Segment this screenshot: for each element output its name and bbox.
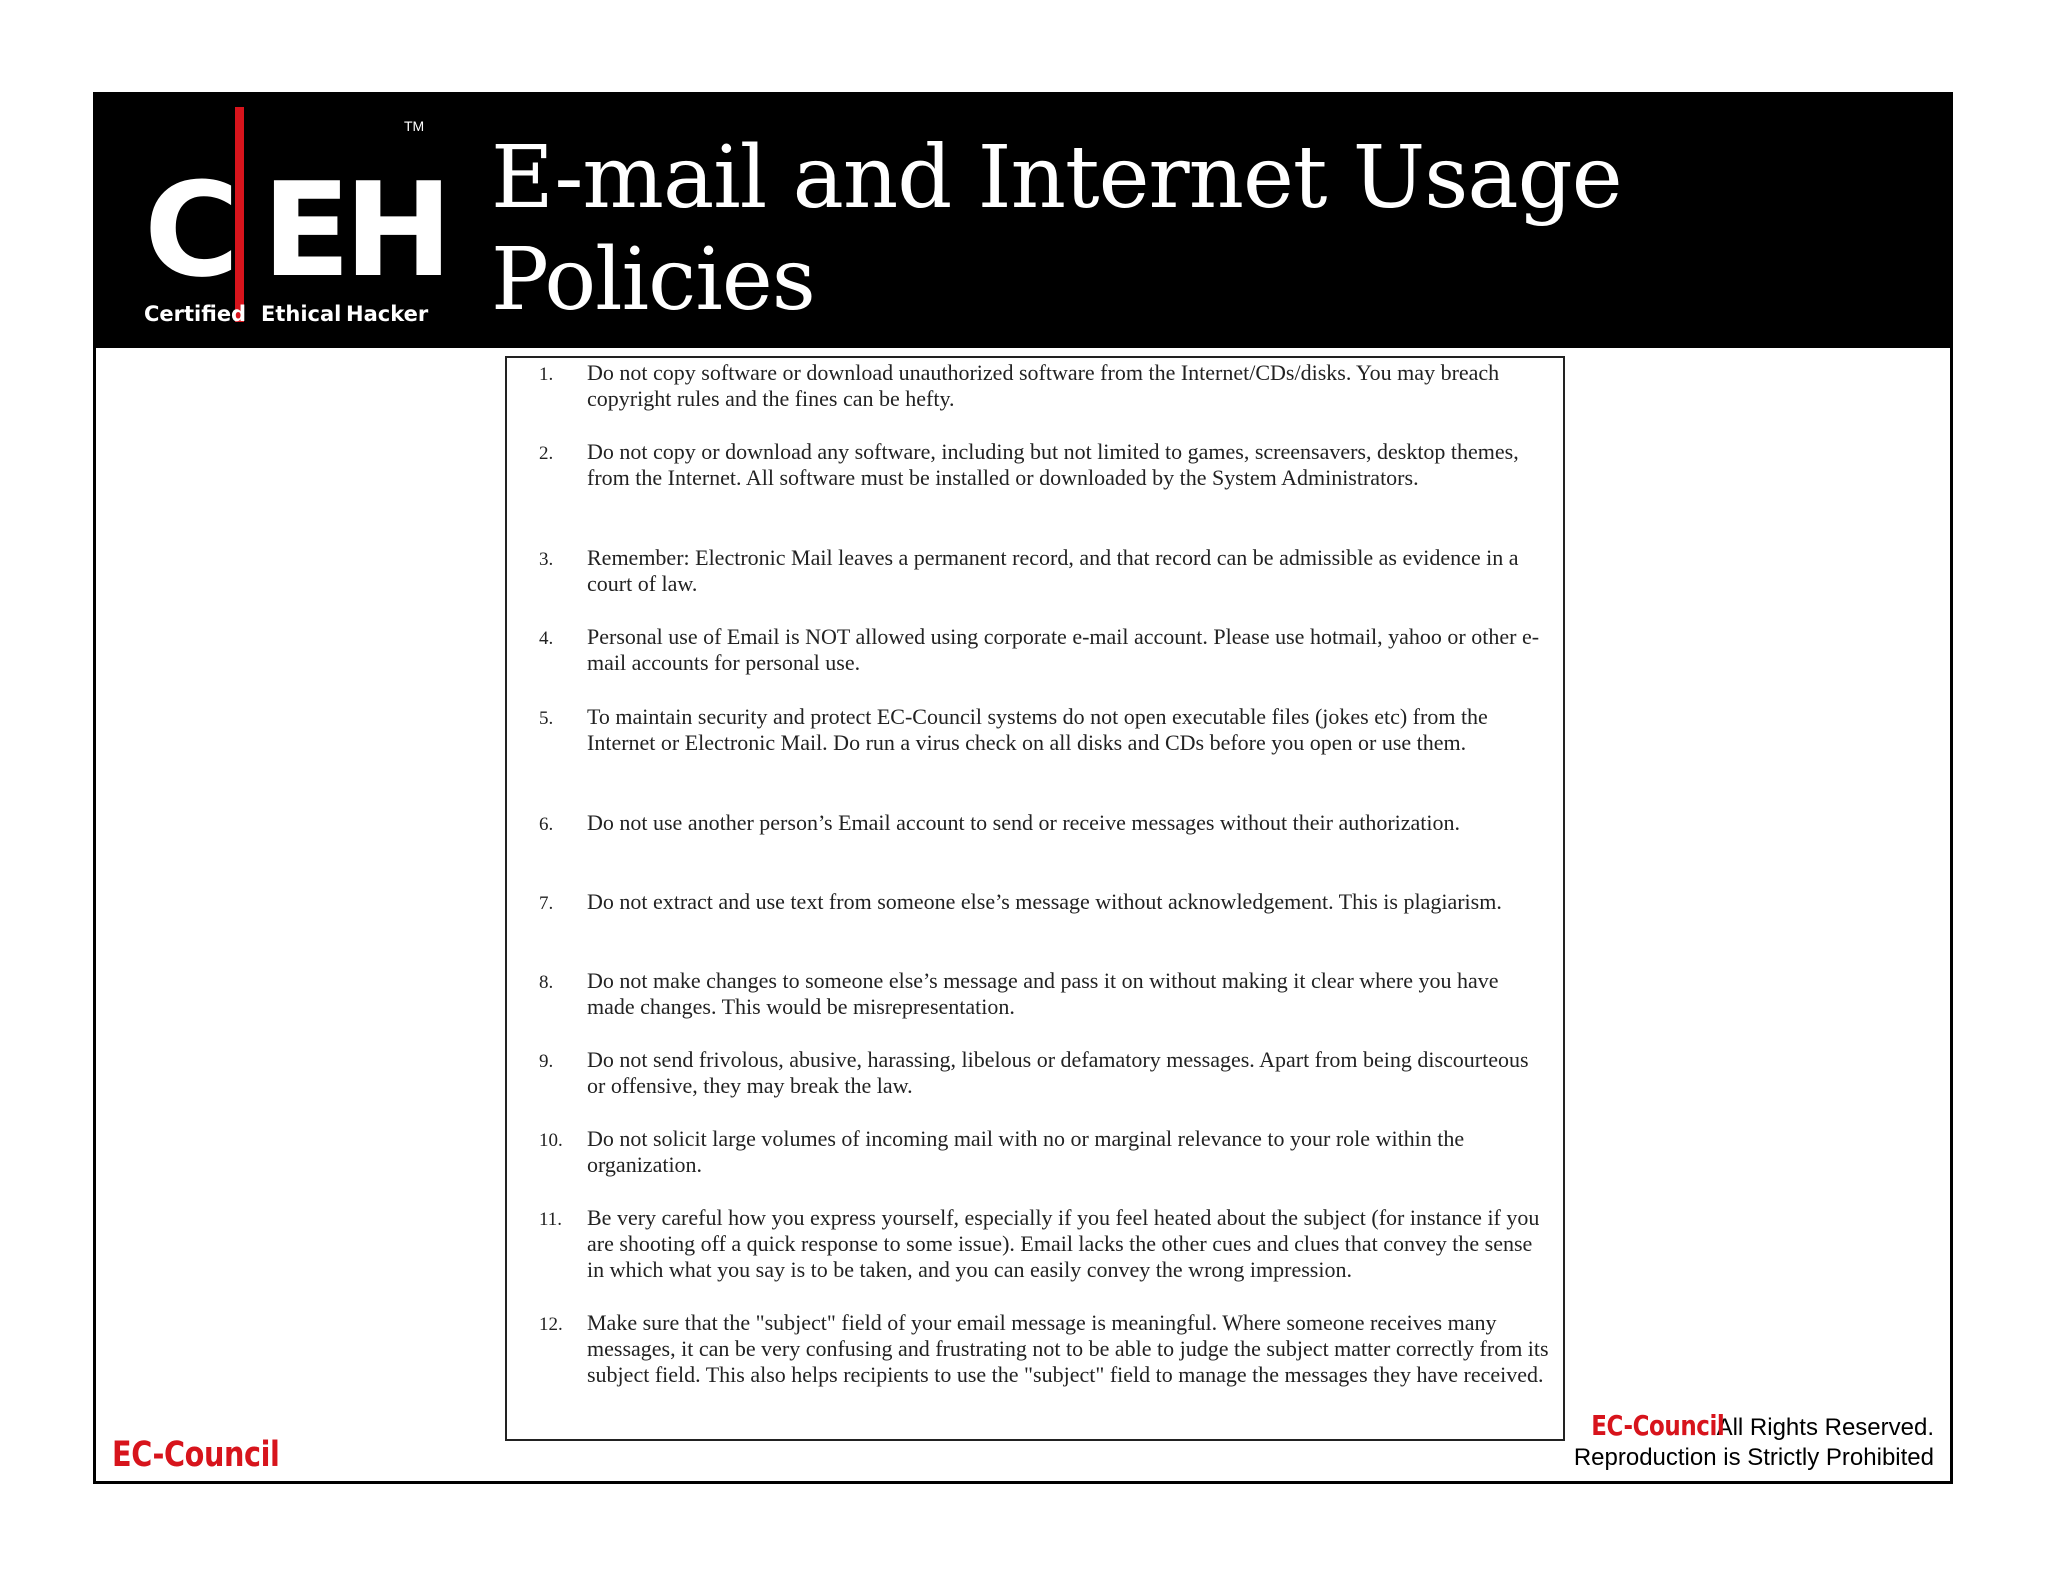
policy-item <box>539 1126 1549 1178</box>
logo-letter-c: C <box>144 154 240 306</box>
policy-item <box>539 704 1549 756</box>
policy-item-number: 7. <box>539 893 554 914</box>
policy-item <box>539 889 1549 915</box>
policy-item-text: Do not copy or download any software, including but not limited to games, screensavers, desktop themes, from the Internet. All software must be installed or downloaded by the System Administrators. <box>587 439 1519 490</box>
logo-word-ethical: Ethical <box>261 302 342 326</box>
policy-item <box>539 545 1549 597</box>
policy-item-number: 4. <box>539 628 554 649</box>
logo-letter-e: E <box>262 154 351 306</box>
policy-item <box>539 439 1549 491</box>
policy-item-number: 10. <box>539 1130 563 1151</box>
policy-item-number: 12. <box>539 1314 563 1335</box>
slide-header <box>96 95 1950 348</box>
policy-item <box>539 360 1549 412</box>
policy-item <box>539 1205 1549 1283</box>
ceh-logo-graphic <box>144 107 453 342</box>
slide <box>93 92 1953 1484</box>
logo-letter-h: H <box>344 154 453 306</box>
ceh-logo <box>144 107 453 342</box>
policy-item-text: Do not solicit large volumes of incoming mail with no or marginal relevance to your role within the organization. <box>587 1126 1465 1177</box>
logo-word-certified: Certified <box>144 302 247 326</box>
slide-title-line1: E-mail and Internet Usage <box>491 128 1622 228</box>
footer-rights-line <box>1562 1409 1934 1442</box>
policy-item-number: 1. <box>539 364 554 385</box>
policy-document <box>505 356 1565 1441</box>
policy-item <box>539 1310 1549 1388</box>
copyright-footer <box>1562 1409 1934 1472</box>
policy-item-text: Make sure that the "subject" field of your email message is meaningful. Where someone receives many messages, it can be very confusing and frustrating not to be able to judge the subject matter correctly from its subject field. This also helps recipients to use the "subject" field to manage the messages they have received. <box>587 1310 1549 1387</box>
policy-item-number: 6. <box>539 814 554 835</box>
policy-item-number: 11. <box>539 1209 563 1230</box>
rights-text: All Rights Reserved. <box>1716 1414 1934 1441</box>
slide-title-line2: Policies <box>491 230 815 330</box>
policy-item-text: Do not extract and use text from someone else’s message without acknowledgement. This is plagiarism. <box>587 889 1502 914</box>
policy-item-text: Do not send frivolous, abusive, harassing, libelous or defamatory messages. Apart from being discourteous or offensive, they may break the law. <box>587 1047 1529 1098</box>
policy-item-number: 2. <box>539 443 554 464</box>
policy-item-number: 9. <box>539 1051 554 1072</box>
policy-item-text: Do not use another person’s Email account to send or receive messages without their authorization. <box>587 810 1461 835</box>
policy-item-number: 8. <box>539 972 554 993</box>
logo-trademark: TM <box>404 118 425 134</box>
logo-word-hacker: Hacker <box>346 302 429 326</box>
policy-item-number: 5. <box>539 708 554 729</box>
policy-item-text: Personal use of Email is NOT allowed using corporate e-mail account. Please use hotmail, yahoo or other e-mail accounts for personal use. <box>587 624 1540 675</box>
slide-title <box>491 127 1791 331</box>
policy-item-text: Do not make changes to someone else’s message and pass it on without making it clear where you have made changes. This would be misrepresentation. <box>587 968 1499 1019</box>
policy-item <box>539 624 1549 676</box>
ec-council-logo-left: EC-Council <box>112 1435 280 1475</box>
policy-item <box>539 968 1549 1020</box>
policy-item-text: Remember: Electronic Mail leaves a permanent record, and that record can be admissible as evidence in a court of law. <box>587 545 1519 596</box>
policy-item-text: Do not copy software or download unauthorized software from the Internet/CDs/disks. You may breach copyright rules and the fines can be hefty. <box>587 360 1500 411</box>
reproduction-text: Reproduction is Strictly Prohibited <box>1573 1444 1934 1471</box>
policy-item <box>539 1047 1549 1099</box>
policy-item-text: To maintain security and protect EC-Council systems do not open executable files (jokes etc) from the Internet or Electronic Mail. Do run a virus check on all disks and CDs before you open or use them. <box>587 704 1488 755</box>
policy-item-text: Be very careful how you express yourself, especially if you feel heated about the subject (for instance if you are shooting off a quick response to some issue). Email lacks the other cues and clues that convey the sense in which what you say is to be taken, and you can easily convey the wrong impression. <box>587 1205 1540 1282</box>
policy-item-number: 3. <box>539 549 554 570</box>
policy-item <box>539 810 1549 836</box>
ec-council-logo-right: EC-Council <box>1591 1409 1725 1442</box>
